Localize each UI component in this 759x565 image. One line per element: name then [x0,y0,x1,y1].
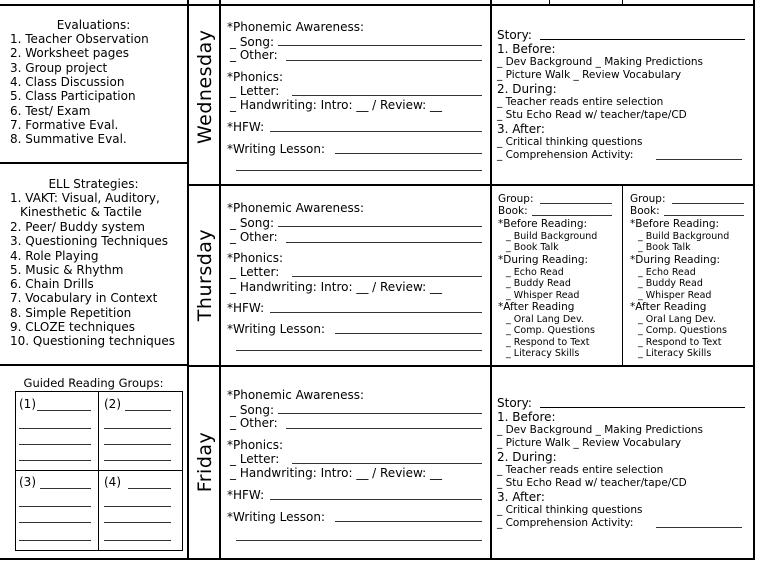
group-label: Group: [630,193,666,205]
hfw-label: *HFW: [227,301,265,315]
ell-item: 1. VAKT: Visual, Auditory, [10,191,160,205]
before-label: 1. Before: [497,410,556,424]
handwriting-label: _ Handwriting: Intro: __ / Review: __ [230,280,443,294]
other-label: _ Other: [230,416,278,430]
phonics-label: *Phonics: [227,251,284,265]
before-options: _ Picture Walk _ Review Vocabulary [497,69,682,81]
evaluation-item: 7. Formative Eval. [10,118,119,132]
group-label: (2) [104,397,121,411]
during-options: _ Teacher reads entire selection [497,464,664,476]
other-label: _ Other: [230,230,278,244]
evaluation-item: 6. Test/ Exam [10,104,91,118]
after-reading-item: _ Respond to Text [506,337,590,348]
phonics-label: *Phonics: [227,438,284,452]
ell-item: 10. Questioning techniques [10,334,176,348]
after-reading-item: _ Respond to Text [638,337,722,348]
after-reading-item: _ Oral Lang Dev. [506,314,584,325]
writing-lesson-label: *Writing Lesson: [227,510,326,524]
song-label: _ Song: [230,403,275,417]
book-label: Book: [498,205,528,217]
phonemic-awareness-label: *Phonemic Awareness: [227,388,365,402]
evaluation-item: 8. Summative Eval. [10,132,127,146]
song-label: _ Song: [230,35,275,49]
during-reading-item: _ Whisper Read [506,290,580,301]
writing-lesson-label: *Writing Lesson: [227,142,326,156]
ell-item: 9. CLOZE techniques [10,320,136,334]
after-options: _ Critical thinking questions [497,136,643,148]
ell-item: 4. Role Playing [10,249,99,263]
ell-item: 5. Music & Rhythm [10,263,124,277]
before-reading-item: _ Build Background [638,231,730,242]
after-label: 3. After: [497,122,545,136]
book-label: Book: [630,205,660,217]
before-reading-label: *Before Reading: [630,218,720,230]
before-reading-label: *Before Reading: [498,218,588,230]
guided-groups-grid [15,391,183,551]
day-label-thursday: Thursday [194,228,216,322]
song-label: _ Song: [230,216,275,230]
before-reading-item: _ Book Talk [638,242,691,253]
after-reading-item: _ Oral Lang Dev. [638,314,716,325]
during-reading-item: _ Echo Read [638,267,696,278]
story-label: Story: [497,396,532,410]
handwriting-label: _ Handwriting: Intro: __ / Review: __ [230,466,443,480]
evaluation-item: 3. Group project [10,61,108,75]
before-options: _ Picture Walk _ Review Vocabulary [497,437,682,449]
evaluation-item: 2. Worksheet pages [10,46,130,60]
ell-item: 7. Vocabulary in Context [10,291,158,305]
after-label: 3. After: [497,490,545,504]
before-options: _ Dev Background _ Making Predictions [497,424,704,436]
during-reading-item: _ Buddy Read [506,278,571,289]
evaluation-item: 4. Class Discussion [10,75,125,89]
hfw-label: *HFW: [227,120,265,134]
after-options: _ Critical thinking questions [497,504,643,516]
after-options: _ Comprehension Activity: [497,149,634,161]
group-label: (1) [19,397,36,411]
story-label: Story: [497,28,532,42]
after-reading-item: _ Literacy Skills [638,348,712,359]
letter-label: _ Letter: [230,265,280,279]
group-label: (3) [19,475,36,489]
before-reading-item: _ Book Talk [506,242,559,253]
letter-label: _ Letter: [230,452,280,466]
during-options: _ Teacher reads entire selection [497,96,664,108]
evaluation-item: 5. Class Participation [10,89,136,103]
after-reading-label: *After Reading [630,301,707,313]
after-reading-item: _ Comp. Questions [506,325,595,336]
during-label: 2. During: [497,82,557,96]
before-reading-item: _ Build Background [506,231,598,242]
other-label: _ Other: [230,48,278,62]
after-options: _ Comprehension Activity: [497,517,634,529]
evaluations-title: Evaluations: [56,18,131,32]
after-reading-label: *After Reading [498,301,575,313]
group-label: Group: [498,193,534,205]
writing-lesson-label: *Writing Lesson: [227,322,326,336]
ell-item: Kinesthetic & Tactile [20,205,142,219]
after-reading-item: _ Comp. Questions [638,325,727,336]
letter-label: _ Letter: [230,84,280,98]
during-reading-item: _ Buddy Read [638,278,703,289]
day-label-friday: Friday [194,431,216,493]
phonemic-awareness-label: *Phonemic Awareness: [227,201,365,215]
phonics-label: *Phonics: [227,70,284,84]
ell-item: 3. Questioning Techniques [10,234,168,248]
before-label: 1. Before: [497,42,556,56]
handwriting-label: _ Handwriting: Intro: __ / Review: __ [230,98,443,112]
during-reading-item: _ Whisper Read [638,290,712,301]
ell-title: ELL Strategies: [48,177,139,191]
day-label-wednesday: Wednesday [194,29,216,144]
during-label: 2. During: [497,450,557,464]
after-reading-item: _ Literacy Skills [506,348,580,359]
group-label: (4) [104,475,121,489]
during-reading-label: *During Reading: [630,254,721,266]
evaluation-item: 1. Teacher Observation [10,32,149,46]
ell-item: 6. Chain Drills [10,277,94,291]
before-options: _ Dev Background _ Making Predictions [497,56,704,68]
guided-reading-title: Guided Reading Groups: [23,376,164,390]
phonemic-awareness-label: *Phonemic Awareness: [227,20,365,34]
ell-item: 2. Peer/ Buddy system [10,220,145,234]
during-options: _ Stu Echo Read w/ teacher/tape/CD [497,109,687,121]
during-reading-item: _ Echo Read [506,267,564,278]
hfw-label: *HFW: [227,488,265,502]
during-options: _ Stu Echo Read w/ teacher/tape/CD [497,477,687,489]
ell-item: 8. Simple Repetition [10,306,132,320]
during-reading-label: *During Reading: [498,254,589,266]
